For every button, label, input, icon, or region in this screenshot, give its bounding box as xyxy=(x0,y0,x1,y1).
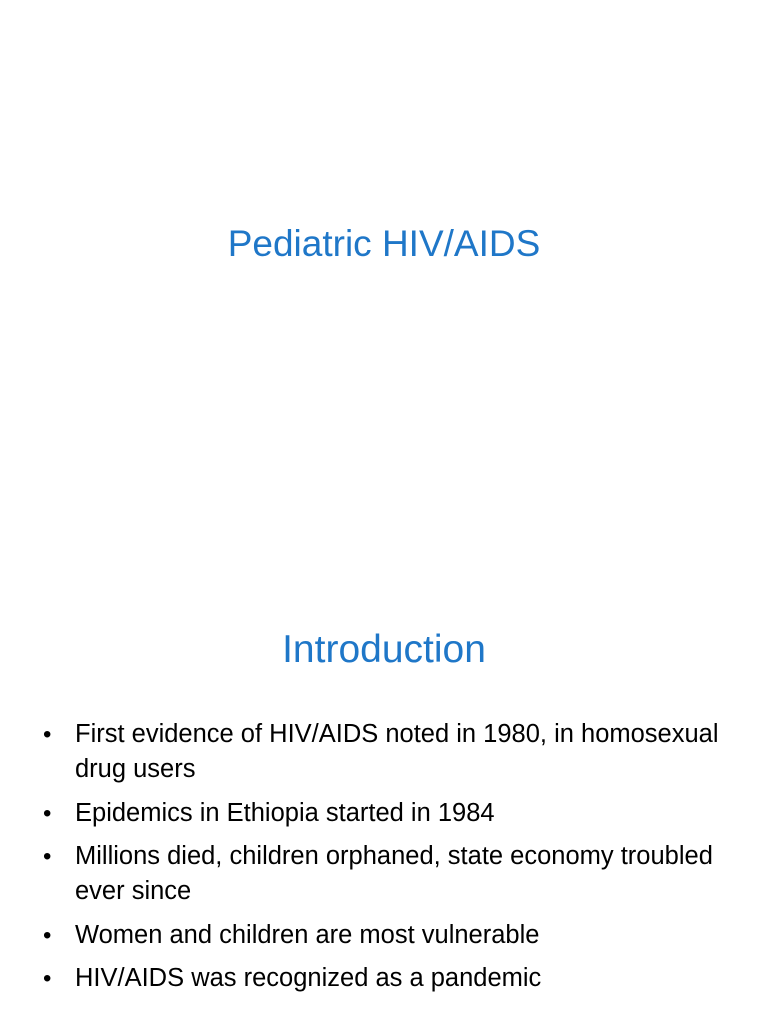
bullet-dot-icon: • xyxy=(43,721,52,748)
introduction-slide xyxy=(0,576,768,1024)
bullet-list xyxy=(40,717,740,1005)
bullet-dot-icon: • xyxy=(43,965,52,992)
bullet-text: First evidence of HIV/AIDS noted in 1980, in homosexual drug users xyxy=(75,720,719,783)
bullet-dot-icon: • xyxy=(43,921,52,949)
bullet-item xyxy=(40,839,740,909)
bullet-dot-icon: • xyxy=(43,799,52,827)
bullet-item xyxy=(40,961,740,996)
bullet-text: Millions died, children orphaned, state economy troubled ever since xyxy=(75,842,713,905)
slide-title: Pediatric HIV/AIDS xyxy=(227,223,541,264)
bullet-text: Epidemics in Ethiopia started in 1984 xyxy=(75,798,495,827)
bullet-item xyxy=(40,796,740,831)
bullet-item xyxy=(40,717,740,787)
bullet-text: HIV/AIDS was recognized as a pandemic xyxy=(75,964,542,992)
slide-heading: Introduction xyxy=(282,628,486,671)
bullet-text: Women and children are most vulnerable xyxy=(75,920,540,949)
bullet-dot-icon: • xyxy=(43,843,52,870)
bullet-item xyxy=(40,918,740,953)
